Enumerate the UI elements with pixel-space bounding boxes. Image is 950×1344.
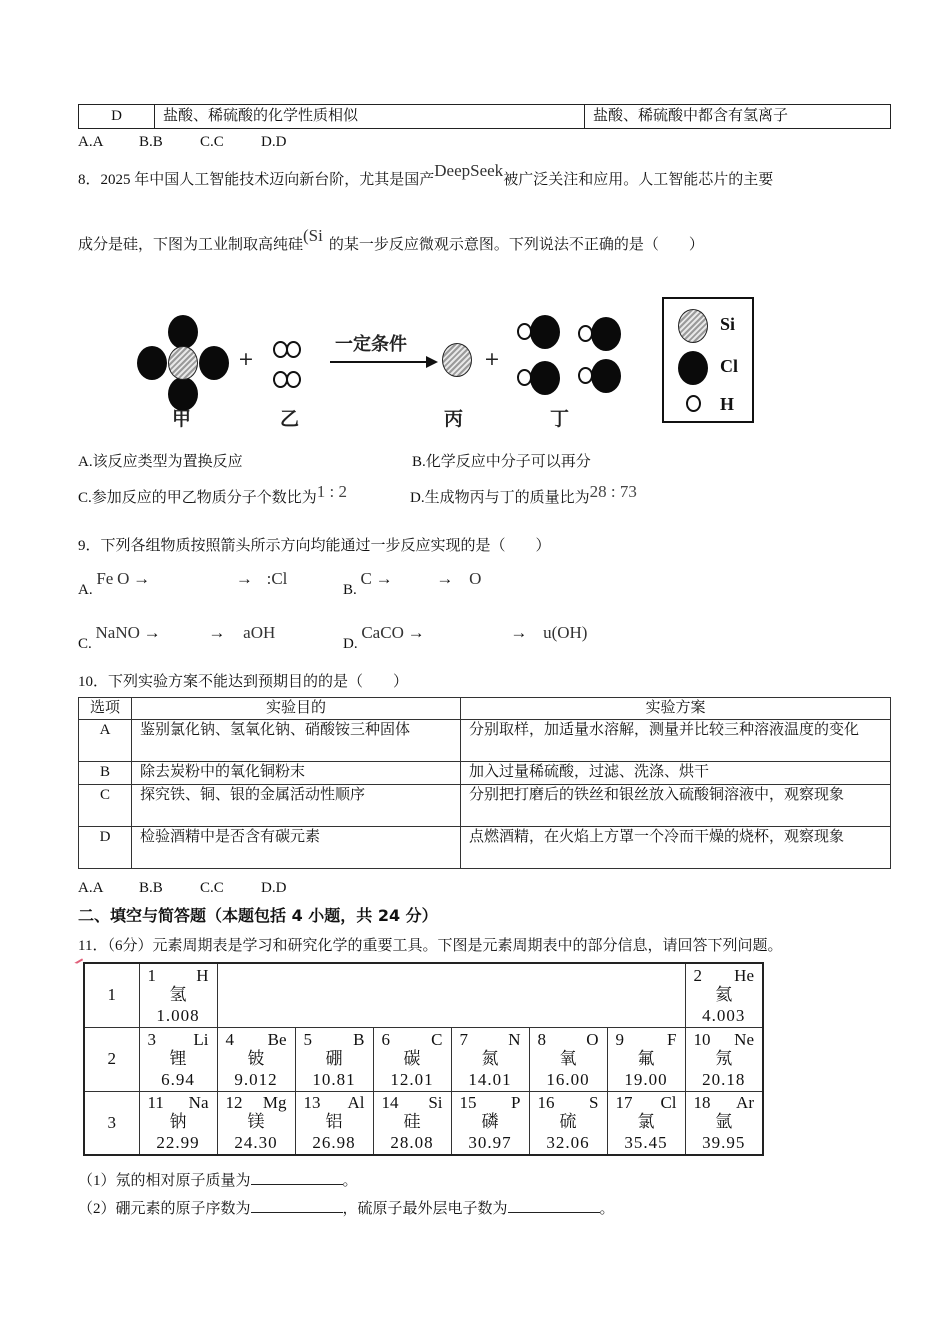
q8-stem-line2: 成分是硅，下图为工业制取高纯硅(Si 的某一步反应微观示意图。下列说法不正确的是（ ） xyxy=(78,226,704,253)
plus-sign: + xyxy=(484,348,500,370)
table-row: C 探究铁、铜、银的金属活动性顺序 分别把打磨后的铁丝和银丝放入硫酸铜溶液中，观察现象 xyxy=(79,785,891,827)
header-option: 选项 xyxy=(79,698,132,720)
q7-table-continuation xyxy=(78,104,891,129)
element-cell: 10 Ne 氖 20.18 xyxy=(685,1027,763,1091)
label-bing: 丙 xyxy=(444,408,464,430)
q10-experiment-table xyxy=(78,697,891,869)
period-row-3: 3 11 Na 钠 22.99 12 Mg 镁 24.30 13 Al 铝 26.98 14 Si 硅 28.08 15 P 磷 30.97 16 S 硫 32.06 17 Cl 氯 35.45 18 Ar 氩 39.95 xyxy=(84,1091,763,1155)
element-cell: 13 Al 铝 26.98 xyxy=(295,1091,373,1155)
cl-atom-icon xyxy=(591,359,621,393)
choice-b[interactable]: B.B xyxy=(139,134,163,150)
cl-atom-icon xyxy=(591,317,621,351)
black-circle-icon xyxy=(678,351,708,385)
white-circle-icon xyxy=(686,395,701,412)
q11-stem: 11．（6分）元素周期表是学习和研究化学的重要工具。下图是元素周期表中的部分信息，请回答下列问题。 xyxy=(78,938,783,954)
choice-d[interactable]: D.D xyxy=(261,134,287,150)
empty-span xyxy=(217,963,685,1027)
arrow-head-icon xyxy=(426,356,438,368)
element-cell: 16 S 硫 32.06 xyxy=(529,1091,607,1155)
element-cell: 7 N 氮 14.01 xyxy=(451,1027,529,1091)
content-cell: 盐酸、稀硫酸的化学性质相似 xyxy=(155,105,585,129)
q9-option-c[interactable]: C. NaNO → → aOH xyxy=(78,623,276,652)
answer-blank[interactable] xyxy=(251,1198,343,1213)
element-cell: 12 Mg 镁 24.30 xyxy=(217,1091,295,1155)
choice-b[interactable]: B.B xyxy=(139,880,163,896)
table-header-row xyxy=(79,698,891,720)
q8-stem-line1: 8．2025 年中国人工智能技术迈向新台阶，尤其是国产DeepSeek被广泛关注和应用。人工智能芯片的主要 xyxy=(78,161,774,188)
cl-atom-icon xyxy=(168,315,198,349)
choice-c[interactable]: C.C xyxy=(200,880,224,896)
h-atom-icon xyxy=(286,341,301,358)
cl-atom-icon xyxy=(530,361,560,395)
deepseek-inline: DeepSeek xyxy=(434,161,504,180)
plus-sign: + xyxy=(238,348,254,370)
q10-answer-choices xyxy=(78,879,322,899)
element-cell: 14 Si 硅 28.08 xyxy=(373,1091,451,1155)
atom-legend: Si Cl H xyxy=(662,297,754,423)
cl-atom-icon xyxy=(137,346,167,380)
cl-atom-icon xyxy=(530,315,560,349)
element-cell: 6 C 碳 12.01 xyxy=(373,1027,451,1091)
choice-d[interactable]: D.D xyxy=(261,880,287,896)
label-ding: 丁 xyxy=(550,408,570,430)
element-cell: 17 Cl 氯 35.45 xyxy=(607,1091,685,1155)
answer-blank[interactable] xyxy=(251,1170,343,1185)
table-row xyxy=(79,105,891,129)
header-plan: 实验方案 xyxy=(461,698,891,720)
element-cell: 18 Ar 氩 39.95 xyxy=(685,1091,763,1155)
choice-a[interactable]: A.A xyxy=(78,880,104,896)
reaction-arrow-shaft xyxy=(330,361,430,363)
element-cell-he: 2 He 氦 4.003 xyxy=(685,963,763,1027)
q7-answer-choices xyxy=(78,133,322,153)
element-cell: 8 O 氧 16.00 xyxy=(529,1027,607,1091)
element-cell: 9 F 氟 19.00 xyxy=(607,1027,685,1091)
choice-c[interactable]: C.C xyxy=(200,134,224,150)
option-cell: D xyxy=(79,105,155,129)
q9-option-a[interactable]: A. Fe O → → :Cl xyxy=(78,569,288,598)
table-row: D 检验酒精中是否含有碳元素 点燃酒精，在火焰上方罩一个冷而干燥的烧杯，观察现象 xyxy=(79,827,891,869)
table-row: A 鉴别氯化钠、氢氧化钠、硝酸铵三种固体 分别取样，加适量水溶解，测量并比较三种溶液温度的变化 xyxy=(79,720,891,762)
element-cell: 11 Na 钠 22.99 xyxy=(139,1091,217,1155)
q8-option-c[interactable]: C.参加反应的甲乙物质分子个数比为1 : 2 xyxy=(78,482,347,506)
table-row: B 除去炭粉中的氧化铜粉末 加入过量稀硫酸，过滤、洗涤、烘干 xyxy=(79,762,891,785)
q9-stem: 9．下列各组物质按照箭头所示方向均能通过一步反应实现的是（ ） xyxy=(78,538,551,554)
q10-stem: 10．下列实验方案不能达到预期目的的是（ ） xyxy=(78,674,409,690)
element-cell: 3 Li 锂 6.94 xyxy=(139,1027,217,1091)
period-row-1: 1 1 H 氢 1.008 2 He 氦 4.003 xyxy=(84,963,763,1027)
q11-sub2: （2）硼元素的原子序数为 ，硫原子最外层电子数为 。 xyxy=(78,1198,615,1220)
q9-option-d[interactable]: D. CaCO → → u(OH) xyxy=(343,623,588,652)
h-atom-icon xyxy=(286,371,301,388)
answer-blank[interactable] xyxy=(508,1198,600,1213)
element-cell: 5 B 硼 10.81 xyxy=(295,1027,373,1091)
q9-option-b[interactable]: B. C → → O xyxy=(343,569,482,598)
element-cell: 15 P 磷 30.97 xyxy=(451,1091,529,1155)
q8-option-b[interactable]: B.化学反应中分子可以再分 xyxy=(412,454,591,470)
cl-atom-icon xyxy=(168,377,198,411)
cl-atom-icon xyxy=(199,346,229,380)
section-title: 二、填空与简答题（本题包括 4 小题，共 24 分） xyxy=(78,906,438,925)
hatched-circle-icon xyxy=(678,309,708,343)
header-aim: 实验目的 xyxy=(132,698,461,720)
period-row-2: 2 3 Li 锂 6.94 4 Be 铍 9.012 5 B 硼 10.81 6 C 碳 12.01 7 N 氮 14.01 8 O 氧 16.00 9 F 氟 19.00 10 Ne 氖 20.18 xyxy=(84,1027,763,1091)
q8-option-d[interactable]: D.生成物丙与丁的质量比为28 : 73 xyxy=(410,482,637,506)
explanation-cell: 盐酸、稀硫酸中都含有氢离子 xyxy=(585,105,891,129)
q11-sub1: （1）氖的相对原子质量为 。 xyxy=(78,1170,358,1192)
element-cell-h: 1 H 氢 1.008 xyxy=(139,963,217,1027)
si-inline: (Si xyxy=(303,226,323,245)
reaction-micro-diagram xyxy=(80,285,760,435)
label-yi: 乙 xyxy=(280,408,300,430)
periodic-table xyxy=(83,962,764,1156)
si-atom-icon xyxy=(168,346,198,380)
si-atom-icon xyxy=(442,343,472,377)
element-cell: 4 Be 铍 9.012 xyxy=(217,1027,295,1091)
arrow-condition: 一定条件 xyxy=(335,334,407,355)
choice-a[interactable]: A.A xyxy=(78,134,104,150)
q8-option-a[interactable]: A.该反应类型为置换反应 xyxy=(78,454,243,470)
label-jia: 甲 xyxy=(172,408,192,430)
